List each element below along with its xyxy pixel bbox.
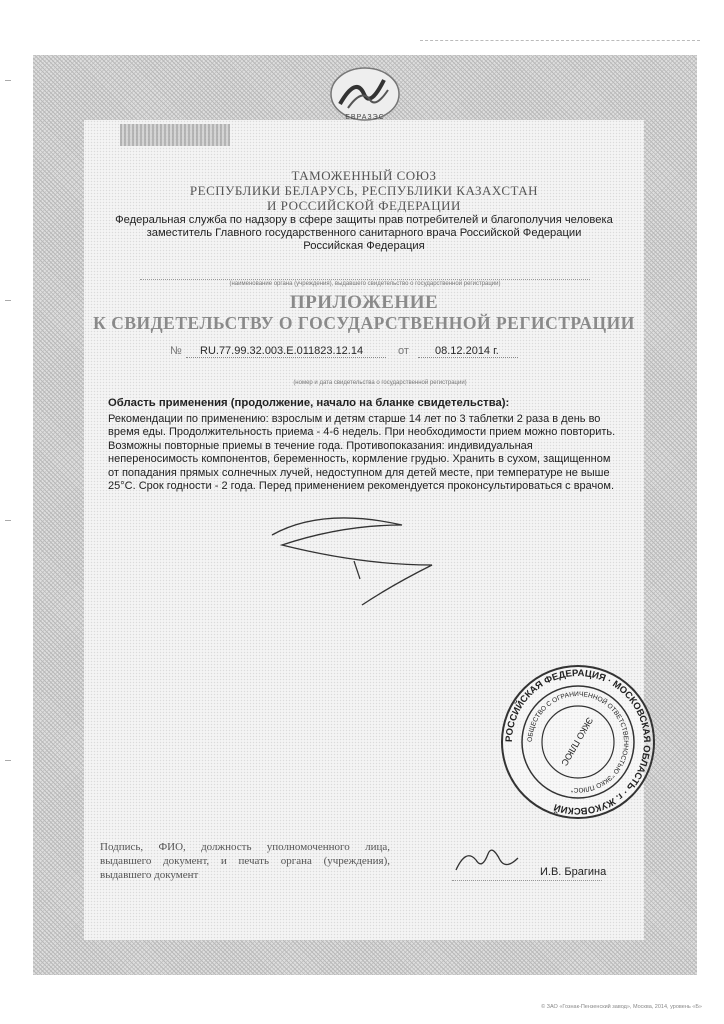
title-line-2: К СВИДЕТЕЛЬСТВУ О ГОСУДАРСТВЕННОЙ РЕГИСТРАЦИИ xyxy=(93,313,635,333)
registration-line xyxy=(170,345,590,361)
service-header xyxy=(84,214,644,253)
hologram-strip xyxy=(120,124,230,146)
scan-mark xyxy=(5,520,11,521)
registration-number: RU.77.99.32.003.E.011823.12.14 xyxy=(200,345,364,357)
number-underline xyxy=(186,357,386,358)
number-prefix: № xyxy=(170,345,182,357)
scan-mark xyxy=(5,80,11,81)
authority-caption: (наименование органа (учреждения), выдавшего свидетельство о государственной регистрации) xyxy=(140,279,590,287)
signature-swash-icon xyxy=(262,505,462,615)
union-line-3: И РОССИЙСКОЙ ФЕДЕРАЦИИ xyxy=(267,198,461,213)
registration-caption: (номер и дата свидетельства о государственной регистрации) xyxy=(293,380,467,386)
signer-name: И.В. Брагина xyxy=(540,866,607,878)
scan-mark xyxy=(5,760,11,761)
signature-caption: Подпись, ФИО, должность уполномоченного лица, выдавшего документ, и печать органа (учреждения), выдавшего документ xyxy=(100,841,390,881)
service-line-3: Российская Федерация xyxy=(303,240,425,252)
stamp-outer-text: РОССИЙСКАЯ ФЕДЕРАЦИЯ · МОСКОВСКАЯ ОБЛАСТЬ · г. ЖУКОВСКИЙ xyxy=(503,667,653,817)
footer-imprint: © ЗАО «Гознак-Пензенский завод», Москва, 2014, уровень «Б» xyxy=(541,1004,702,1010)
stamp-inner-text: ОБЩЕСТВО С ОГРАНИЧЕННОЙ ОТВЕТСТВЕННОСТЬЮ "ЭККО ПЛЮС" xyxy=(526,690,630,794)
emblem-label: ЕВРАЗЭС xyxy=(345,114,385,121)
union-line-2: РЕСПУБЛИКИ БЕЛАРУСЬ, РЕСПУБЛИКИ КАЗАХСТАН xyxy=(189,183,539,198)
signature-line xyxy=(452,880,602,881)
round-stamp-icon xyxy=(498,662,658,822)
area-heading: Область применения (продолжение, начало на бланке свидетельства): xyxy=(108,397,510,409)
union-header xyxy=(84,168,644,213)
signature-icon xyxy=(452,840,522,876)
service-line-2: заместитель Главного государственного санитарного врача Российской Федерации xyxy=(146,227,582,239)
registration-date: 08.12.2014 г. xyxy=(435,345,499,357)
union-line-1: ТАМОЖЕННЫЙ СОЮЗ xyxy=(291,168,437,183)
service-line-1: Федеральная служба по надзору в сфере защиты прав потребителей и благополучия человека xyxy=(115,214,613,226)
scan-mark xyxy=(5,300,11,301)
body-text: Рекомендации по применению: взрослым и детям старше 14 лет по 3 таблетки 2 раза в день во время еды. Продолжительность приема - 4-6 недель. При необходимости прием можно повторить. Возможны повторные приемы в течение года. Противопоказания: индивидуальная непереносимость компонентов, беременность, кормление грудью. Хранить в сухом, защищенном от попадания прямых солнечных лучей, недоступном для детей месте, при температуре не выше 25°С. Срок годности - 2 года. Перед применением рекомендуется проконсультироваться с врачом. xyxy=(108,413,616,493)
top-scan-line xyxy=(420,40,700,42)
date-underline xyxy=(418,357,518,358)
title-line-1: ПРИЛОЖЕНИЕ xyxy=(289,292,439,313)
stamp-center-text: ЭККО ПЛЮС xyxy=(559,715,596,768)
date-prefix: от xyxy=(398,345,409,357)
